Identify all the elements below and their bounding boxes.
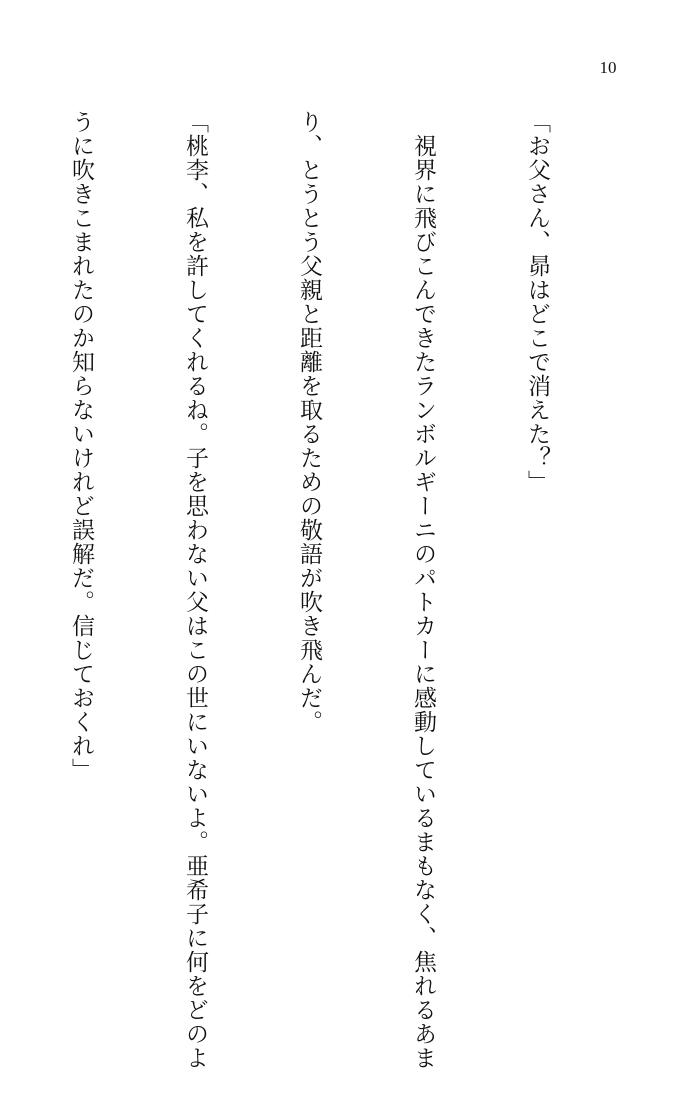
page-number: 10 [599, 58, 617, 77]
text-line: 「お父さん、昴はどこで消えた？」 [524, 110, 550, 494]
text-line: 「桃李、私を許してくれるね。子を思わない父はこの世にいないよ。亜希子に何をどのよ [182, 110, 208, 1070]
vertical-text-body [0, 110, 632, 1070]
text-line: うに吹きこまれたのか知らないけれど誤解だ。信じておくれ」 [68, 110, 94, 782]
text-line: り、とうとう父親と距離を取るための敬語が吹き飛んだ。 [296, 110, 322, 734]
text-line: 視界に飛びこんできたランボルギーニのパトカーに感動しているまもなく、焦れるあま [410, 110, 436, 1070]
